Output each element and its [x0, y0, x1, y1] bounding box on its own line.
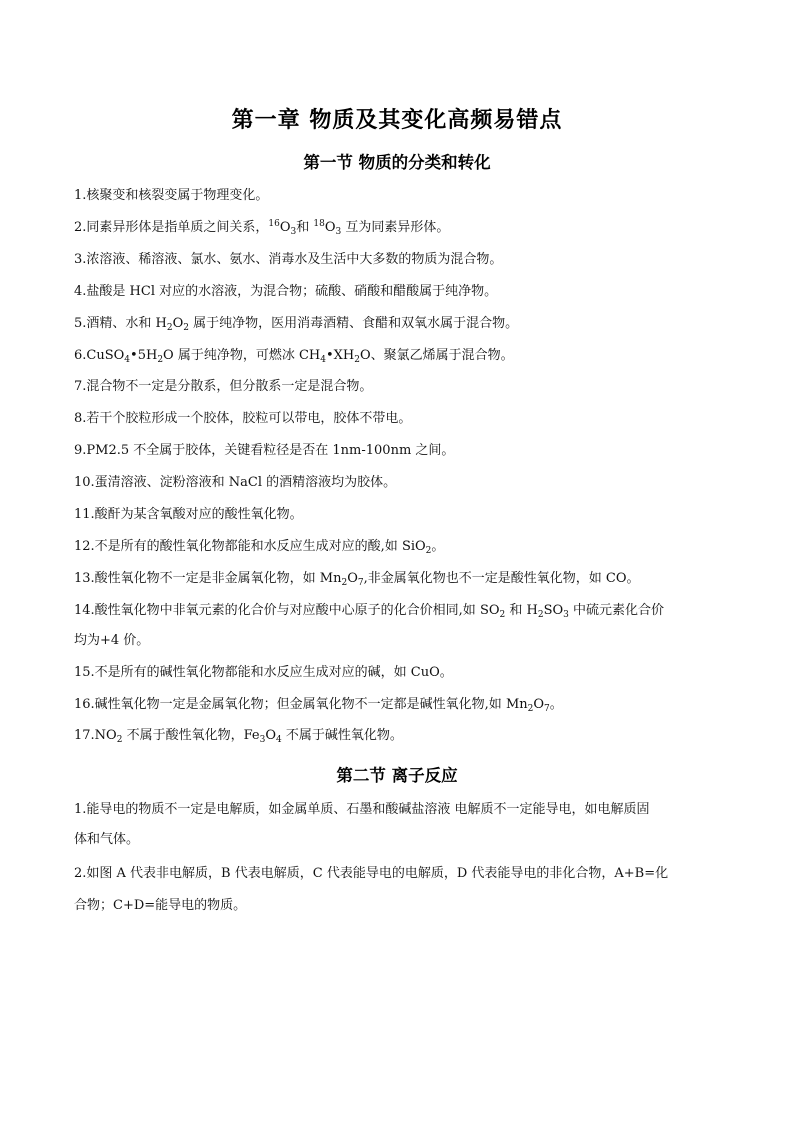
list-item: 1.能导电的物质不一定是电解质，如金属单质、石墨和酸碱盐溶液 电解质不一定能导电，如电解质固 [74, 802, 650, 817]
list-item-continuation: 体和气体。 [74, 832, 140, 847]
list-item: 1.核聚变和核裂变属于物理变化。 [74, 188, 269, 203]
section-2-heading: 第二节 离子反应 [336, 766, 458, 785]
list-item: 3.浓溶液、稀溶液、氯水、氨水、消毒水及生活中大多数的物质为混合物。 [74, 252, 503, 267]
list-item: 8.若干个胶粒形成一个胶体，胶粒可以带电，胶体不带电。 [74, 411, 412, 426]
list-item: 5.酒精、水和 $H_2O_2$ 属于纯净物，医用消毒酒精、食醋和双氧水属于混合物。 [74, 316, 519, 333]
list-item: 14.酸性氧化物中非氧元素的化合价与对应酸中心原子的化合价相同,如 $SO_2$ 和 $H_2SO_3$ 中硫元素化合价 [74, 603, 665, 620]
list-item: $6.CuSO_4•5H_2O$ 属于纯净物，可燃冰 $CH_4•XH_2O$、聚氯乙烯属于混合物。 [74, 348, 514, 365]
list-item-continuation: 合物；C+D=能导电的物质。 [74, 898, 247, 913]
list-item: 7.混合物不一定是分散系，但分散系一定是混合物。 [74, 379, 373, 394]
list-item-continuation: 均为+4 价。 [74, 633, 150, 648]
list-item: 4.盐酸是 HCl 对应的水溶液，为混合物；硫酸、硝酸和醋酸属于纯净物。 [74, 284, 498, 299]
section-1-heading: 第一节 物质的分类和转化 [303, 153, 491, 172]
list-item: 15.不是所有的碱性氧化物都能和水反应生成对应的碱，如 CuO。 [74, 665, 453, 680]
list-item: $17.NO_2$ 不属于酸性氧化物，$Fe_3O_4$ 不属于碱性氧化物。 [74, 728, 403, 745]
list-item: 2.如图 A 代表非电解质，B 代表电解质，C 代表能导电的电解质，D 代表能导电的非化合物，A+B=化 [74, 866, 669, 881]
list-item: 12.不是所有的酸性氧化物都能和水反应生成对应的酸,如 SiO$_2$。 [74, 539, 445, 556]
list-item: 13.酸性氧化物不一定是非金属氧化物，如 $Mn_2O_7$,非金属氧化物也不一定是酸性氧化物，如 CO。 [74, 571, 640, 588]
list-item: 10.蛋清溶液、淀粉溶液和 NaCl 的酒精溶液均为胶体。 [74, 475, 397, 490]
list-item: 9.PM2.5 不全属于胶体，关键看粒径是否在 1nm-100nm 之间。 [74, 443, 455, 458]
chapter-title: 第一章 物质及其变化高频易错点 [231, 107, 563, 133]
list-item: 11.酸酐为某含氧酸对应的酸性氧化物。 [74, 507, 303, 522]
list-item: 16.碱性氧化物一定是金属氧化物；但金属氧化物不一定都是碱性氧化物,如 $Mn_2O_7$。 [74, 697, 563, 714]
list-item: 2.同素异形体是指单质之间关系，$^{16}O_3$和 $^{18}O_3$ 互为同素异形体。 [74, 219, 450, 237]
